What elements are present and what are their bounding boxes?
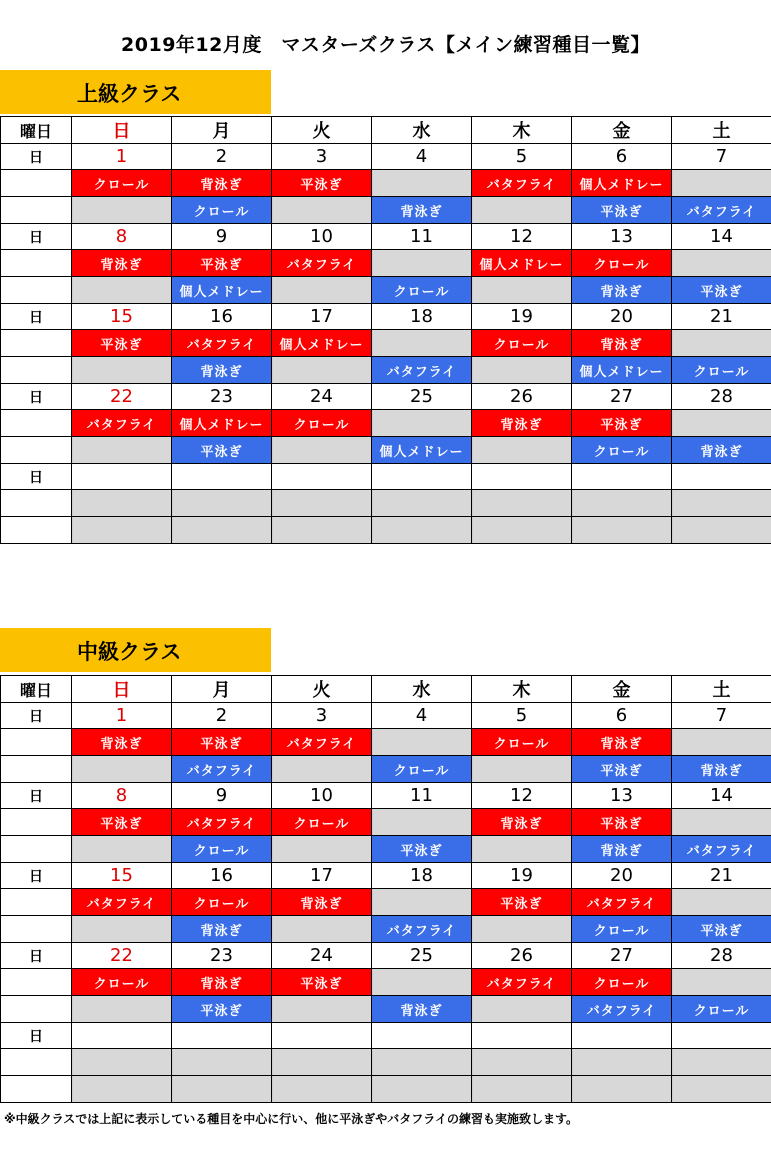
- am-event-cell: [372, 330, 472, 357]
- date-cell: 5: [472, 703, 572, 729]
- am-event-cell: 個人メドレー: [572, 170, 672, 197]
- am-event-cell: 背泳ぎ: [72, 250, 172, 277]
- pm-event-cell: [472, 357, 572, 384]
- am-event-cell: [472, 1049, 572, 1076]
- row-label-day: 日: [1, 1023, 72, 1049]
- date-cell: 8: [72, 224, 172, 250]
- pm-event-cell: [272, 916, 372, 943]
- row-label-pm: ＰＭ: [1, 277, 72, 304]
- am-event-cell: [472, 490, 572, 517]
- date-cell: 2: [172, 703, 272, 729]
- row-label-day: 日: [1, 943, 72, 969]
- date-row: [1, 863, 771, 889]
- am-event-cell: クロール: [472, 330, 572, 357]
- date-cell: 17: [272, 304, 372, 330]
- row-label-day: 日: [1, 304, 72, 330]
- am-event-cell: 背泳ぎ: [472, 410, 572, 437]
- pm-event-cell: [472, 517, 572, 544]
- am-event-cell: 平泳ぎ: [472, 889, 572, 916]
- pm-event-cell: [72, 756, 172, 783]
- date-row: [1, 703, 771, 729]
- weekday-header-cell: 木: [472, 117, 572, 144]
- date-cell: 16: [172, 304, 272, 330]
- date-cell: 16: [172, 863, 272, 889]
- pm-event-cell: 平泳ぎ: [172, 996, 272, 1023]
- date-cell: 8: [72, 783, 172, 809]
- date-cell: [172, 464, 272, 490]
- am-event-cell: [672, 1049, 771, 1076]
- row-label-am: ＡＭ: [1, 809, 72, 836]
- row-label-pm: ＰＭ: [1, 437, 72, 464]
- pm-event-cell: 背泳ぎ: [572, 836, 672, 863]
- am-event-cell: 平泳ぎ: [72, 330, 172, 357]
- am-row: [1, 490, 771, 517]
- weekday-header-cell: 水: [372, 676, 472, 703]
- pm-event-cell: [72, 996, 172, 1023]
- date-cell: 5: [472, 144, 572, 170]
- pm-event-cell: [472, 197, 572, 224]
- pm-event-cell: [272, 1076, 372, 1103]
- footnote: ※中級クラスでは上記に表示している種目を中心に行い、他に平泳ぎやバタフライの練習も実施致します。: [4, 1112, 578, 1126]
- advanced-class-schedule: [0, 116, 771, 544]
- pm-row: [1, 836, 771, 863]
- weekday-header-cell: 月: [172, 676, 272, 703]
- row-label-day: 日: [1, 783, 72, 809]
- am-row: [1, 170, 771, 197]
- am-event-cell: [672, 809, 771, 836]
- pm-row: [1, 517, 771, 544]
- am-row: [1, 330, 771, 357]
- date-cell: 11: [372, 783, 472, 809]
- pm-event-cell: [72, 1076, 172, 1103]
- am-event-cell: [172, 1049, 272, 1076]
- date-row: [1, 783, 771, 809]
- am-event-cell: バタフライ: [572, 889, 672, 916]
- am-event-cell: クロール: [572, 969, 672, 996]
- pm-event-cell: 背泳ぎ: [172, 357, 272, 384]
- am-event-cell: [672, 969, 771, 996]
- pm-event-cell: バタフライ: [572, 996, 672, 1023]
- am-event-cell: 背泳ぎ: [472, 809, 572, 836]
- pm-event-cell: [172, 1076, 272, 1103]
- date-cell: 1: [72, 144, 172, 170]
- pm-event-cell: [472, 916, 572, 943]
- date-row: [1, 144, 771, 170]
- date-cell: 18: [372, 863, 472, 889]
- am-event-cell: 背泳ぎ: [572, 330, 672, 357]
- pm-event-cell: [72, 437, 172, 464]
- weekday-header-cell: 金: [572, 676, 672, 703]
- am-event-cell: 背泳ぎ: [572, 729, 672, 756]
- weekday-header-cell: 月: [172, 117, 272, 144]
- date-cell: 15: [72, 304, 172, 330]
- pm-event-cell: [72, 277, 172, 304]
- am-event-cell: [672, 729, 771, 756]
- date-cell: [372, 464, 472, 490]
- row-label-am: ＡＭ: [1, 490, 72, 517]
- pm-event-cell: [672, 517, 771, 544]
- weekday-header-cell: 土: [672, 676, 771, 703]
- pm-event-cell: クロール: [672, 357, 771, 384]
- weekday-header-cell: 日: [72, 676, 172, 703]
- pm-event-cell: クロール: [172, 836, 272, 863]
- weekday-header-cell: 水: [372, 117, 472, 144]
- pm-event-cell: [272, 277, 372, 304]
- am-row: [1, 889, 771, 916]
- am-event-cell: [672, 330, 771, 357]
- pm-event-cell: 平泳ぎ: [572, 197, 672, 224]
- date-cell: 20: [572, 304, 672, 330]
- am-event-cell: 背泳ぎ: [272, 889, 372, 916]
- pm-event-cell: [72, 916, 172, 943]
- pm-event-cell: [372, 1076, 472, 1103]
- am-row: [1, 410, 771, 437]
- row-label-pm: ＰＭ: [1, 357, 72, 384]
- pm-event-cell: [272, 756, 372, 783]
- weekday-header-cell: 日: [72, 117, 172, 144]
- date-cell: 12: [472, 783, 572, 809]
- am-row: [1, 809, 771, 836]
- pm-row: [1, 916, 771, 943]
- am-event-cell: 個人メドレー: [172, 410, 272, 437]
- pm-event-cell: [272, 996, 372, 1023]
- page-title: 2019年12月度 マスターズクラス【メイン練習種目一覧】: [121, 34, 650, 56]
- row-label-am: ＡＭ: [1, 410, 72, 437]
- date-cell: 12: [472, 224, 572, 250]
- weekday-header-cell: 土: [672, 117, 771, 144]
- am-event-cell: 背泳ぎ: [72, 729, 172, 756]
- am-event-cell: バタフライ: [272, 729, 372, 756]
- row-label-day: 日: [1, 464, 72, 490]
- pm-event-cell: [672, 1076, 771, 1103]
- date-cell: 9: [172, 224, 272, 250]
- am-event-cell: バタフライ: [272, 250, 372, 277]
- row-label-day: 日: [1, 384, 72, 410]
- pm-event-cell: バタフライ: [672, 197, 771, 224]
- row-label-am: ＡＭ: [1, 889, 72, 916]
- pm-event-cell: クロール: [372, 277, 472, 304]
- weekday-header-row: [1, 117, 771, 144]
- pm-event-cell: [272, 517, 372, 544]
- pm-event-cell: バタフライ: [172, 756, 272, 783]
- date-row: [1, 224, 771, 250]
- row-label-pm: ＰＭ: [1, 916, 72, 943]
- am-event-cell: 平泳ぎ: [172, 729, 272, 756]
- date-cell: [272, 1023, 372, 1049]
- date-cell: 24: [272, 943, 372, 969]
- date-cell: 4: [372, 703, 472, 729]
- am-row: [1, 1049, 771, 1076]
- pm-event-cell: クロール: [572, 916, 672, 943]
- pm-event-cell: [172, 517, 272, 544]
- date-cell: 18: [372, 304, 472, 330]
- date-cell: 24: [272, 384, 372, 410]
- date-cell: 19: [472, 863, 572, 889]
- am-event-cell: [372, 969, 472, 996]
- pm-event-cell: 個人メドレー: [172, 277, 272, 304]
- am-event-cell: バタフライ: [72, 889, 172, 916]
- weekday-header-label: 曜日: [1, 117, 72, 144]
- date-row: [1, 464, 771, 490]
- date-cell: 4: [372, 144, 472, 170]
- am-event-cell: [272, 1049, 372, 1076]
- pm-event-cell: [72, 357, 172, 384]
- am-event-cell: 背泳ぎ: [172, 969, 272, 996]
- date-cell: 28: [672, 943, 771, 969]
- pm-event-cell: クロール: [572, 437, 672, 464]
- date-cell: 7: [672, 703, 771, 729]
- row-label-am: ＡＭ: [1, 250, 72, 277]
- row-label-pm: ＰＭ: [1, 996, 72, 1023]
- date-cell: 27: [572, 384, 672, 410]
- row-label-pm: ＰＭ: [1, 517, 72, 544]
- date-cell: 13: [572, 783, 672, 809]
- pm-event-cell: クロール: [372, 756, 472, 783]
- date-cell: 14: [672, 224, 771, 250]
- row-label-am: ＡＭ: [1, 969, 72, 996]
- date-cell: 28: [672, 384, 771, 410]
- pm-event-cell: 平泳ぎ: [572, 756, 672, 783]
- am-row: [1, 969, 771, 996]
- row-label-day: 日: [1, 144, 72, 170]
- date-cell: [672, 1023, 771, 1049]
- date-cell: 22: [72, 943, 172, 969]
- pm-event-cell: 背泳ぎ: [572, 277, 672, 304]
- pm-event-cell: 平泳ぎ: [672, 277, 771, 304]
- am-event-cell: [672, 889, 771, 916]
- row-label-am: ＡＭ: [1, 729, 72, 756]
- am-event-cell: 背泳ぎ: [172, 170, 272, 197]
- am-event-cell: バタフライ: [472, 969, 572, 996]
- pm-event-cell: バタフライ: [672, 836, 771, 863]
- pm-row: [1, 277, 771, 304]
- am-event-cell: 個人メドレー: [472, 250, 572, 277]
- am-event-cell: [372, 170, 472, 197]
- date-cell: 26: [472, 943, 572, 969]
- am-event-cell: クロール: [472, 729, 572, 756]
- pm-event-cell: 背泳ぎ: [672, 756, 771, 783]
- am-event-cell: 平泳ぎ: [72, 809, 172, 836]
- pm-event-cell: [72, 517, 172, 544]
- am-event-cell: [172, 490, 272, 517]
- am-row: [1, 250, 771, 277]
- pm-event-cell: [272, 836, 372, 863]
- am-event-cell: 平泳ぎ: [272, 969, 372, 996]
- date-row: [1, 384, 771, 410]
- date-cell: 25: [372, 943, 472, 969]
- row-label-day: 日: [1, 224, 72, 250]
- date-cell: 26: [472, 384, 572, 410]
- date-cell: 25: [372, 384, 472, 410]
- date-cell: 13: [572, 224, 672, 250]
- pm-event-cell: [272, 437, 372, 464]
- pm-event-cell: [272, 357, 372, 384]
- date-cell: [672, 464, 771, 490]
- pm-event-cell: 平泳ぎ: [372, 836, 472, 863]
- am-event-cell: クロール: [72, 969, 172, 996]
- weekday-header-cell: 金: [572, 117, 672, 144]
- date-cell: 3: [272, 703, 372, 729]
- am-event-cell: [372, 490, 472, 517]
- weekday-header-row: [1, 676, 771, 703]
- am-event-cell: 平泳ぎ: [572, 809, 672, 836]
- pm-row: [1, 357, 771, 384]
- row-label-pm: ＰＭ: [1, 1076, 72, 1103]
- pm-event-cell: [472, 836, 572, 863]
- weekday-header-label: 曜日: [1, 676, 72, 703]
- row-label-pm: ＰＭ: [1, 836, 72, 863]
- pm-event-cell: 背泳ぎ: [672, 437, 771, 464]
- weekday-header-cell: 火: [272, 676, 372, 703]
- pm-row: [1, 197, 771, 224]
- am-event-cell: [372, 1049, 472, 1076]
- am-event-cell: バタフライ: [172, 330, 272, 357]
- pm-row: [1, 996, 771, 1023]
- weekday-header-cell: 火: [272, 117, 372, 144]
- row-label-am: ＡＭ: [1, 330, 72, 357]
- date-cell: 15: [72, 863, 172, 889]
- date-cell: 6: [572, 703, 672, 729]
- date-cell: [272, 464, 372, 490]
- weekday-header-cell: 木: [472, 676, 572, 703]
- am-event-cell: [372, 729, 472, 756]
- pm-event-cell: [272, 197, 372, 224]
- date-cell: 22: [72, 384, 172, 410]
- am-event-cell: 平泳ぎ: [172, 250, 272, 277]
- pm-row: [1, 756, 771, 783]
- am-event-cell: [672, 490, 771, 517]
- date-cell: 20: [572, 863, 672, 889]
- date-cell: [472, 464, 572, 490]
- pm-row: [1, 437, 771, 464]
- date-cell: 23: [172, 943, 272, 969]
- am-event-cell: バタフライ: [72, 410, 172, 437]
- pm-event-cell: 背泳ぎ: [172, 916, 272, 943]
- date-cell: 6: [572, 144, 672, 170]
- am-event-cell: [372, 250, 472, 277]
- row-label-pm: ＰＭ: [1, 756, 72, 783]
- row-label-am: ＡＭ: [1, 170, 72, 197]
- date-cell: 7: [672, 144, 771, 170]
- date-cell: [572, 1023, 672, 1049]
- pm-event-cell: 個人メドレー: [372, 437, 472, 464]
- date-cell: 10: [272, 224, 372, 250]
- date-cell: 27: [572, 943, 672, 969]
- am-event-cell: [672, 170, 771, 197]
- pm-row: [1, 1076, 771, 1103]
- date-cell: 21: [672, 304, 771, 330]
- pm-event-cell: クロール: [672, 996, 771, 1023]
- date-row: [1, 943, 771, 969]
- date-cell: [172, 1023, 272, 1049]
- am-event-cell: [372, 809, 472, 836]
- pm-event-cell: バタフライ: [372, 916, 472, 943]
- row-label-pm: ＰＭ: [1, 197, 72, 224]
- am-event-cell: [372, 410, 472, 437]
- pm-event-cell: [72, 197, 172, 224]
- date-row: [1, 1023, 771, 1049]
- pm-event-cell: バタフライ: [372, 357, 472, 384]
- am-event-cell: クロール: [272, 410, 372, 437]
- pm-event-cell: 背泳ぎ: [372, 197, 472, 224]
- date-cell: [72, 464, 172, 490]
- date-cell: [372, 1023, 472, 1049]
- am-event-cell: 平泳ぎ: [572, 410, 672, 437]
- date-cell: 2: [172, 144, 272, 170]
- pm-event-cell: 個人メドレー: [572, 357, 672, 384]
- pm-event-cell: [472, 996, 572, 1023]
- advanced-class-label: 上級クラス: [0, 70, 271, 114]
- am-event-cell: [72, 490, 172, 517]
- date-cell: 17: [272, 863, 372, 889]
- date-cell: 19: [472, 304, 572, 330]
- am-row: [1, 729, 771, 756]
- pm-event-cell: [72, 836, 172, 863]
- am-event-cell: [72, 1049, 172, 1076]
- am-event-cell: クロール: [72, 170, 172, 197]
- pm-event-cell: クロール: [172, 197, 272, 224]
- pm-event-cell: [472, 1076, 572, 1103]
- date-cell: [72, 1023, 172, 1049]
- pm-event-cell: [372, 517, 472, 544]
- intermediate-class-schedule: [0, 675, 771, 1103]
- am-event-cell: クロール: [272, 809, 372, 836]
- am-event-cell: 個人メドレー: [272, 330, 372, 357]
- date-cell: 23: [172, 384, 272, 410]
- date-cell: 9: [172, 783, 272, 809]
- am-event-cell: バタフライ: [472, 170, 572, 197]
- pm-event-cell: [472, 437, 572, 464]
- am-event-cell: [672, 250, 771, 277]
- am-event-cell: [572, 490, 672, 517]
- pm-event-cell: [572, 1076, 672, 1103]
- date-cell: [572, 464, 672, 490]
- date-cell: [472, 1023, 572, 1049]
- pm-event-cell: [472, 277, 572, 304]
- date-cell: 14: [672, 783, 771, 809]
- date-cell: 3: [272, 144, 372, 170]
- am-event-cell: バタフライ: [172, 809, 272, 836]
- am-event-cell: [672, 410, 771, 437]
- intermediate-class-label: 中級クラス: [0, 628, 271, 672]
- am-event-cell: クロール: [172, 889, 272, 916]
- date-cell: 1: [72, 703, 172, 729]
- am-event-cell: 平泳ぎ: [272, 170, 372, 197]
- date-row: [1, 304, 771, 330]
- date-cell: 10: [272, 783, 372, 809]
- pm-event-cell: 平泳ぎ: [672, 916, 771, 943]
- pm-event-cell: [572, 517, 672, 544]
- am-event-cell: クロール: [572, 250, 672, 277]
- row-label-day: 日: [1, 863, 72, 889]
- am-event-cell: [372, 889, 472, 916]
- row-label-am: ＡＭ: [1, 1049, 72, 1076]
- pm-event-cell: 背泳ぎ: [372, 996, 472, 1023]
- row-label-day: 日: [1, 703, 72, 729]
- date-cell: 21: [672, 863, 771, 889]
- am-event-cell: [572, 1049, 672, 1076]
- pm-event-cell: [472, 756, 572, 783]
- pm-event-cell: 平泳ぎ: [172, 437, 272, 464]
- am-event-cell: [272, 490, 372, 517]
- date-cell: 11: [372, 224, 472, 250]
